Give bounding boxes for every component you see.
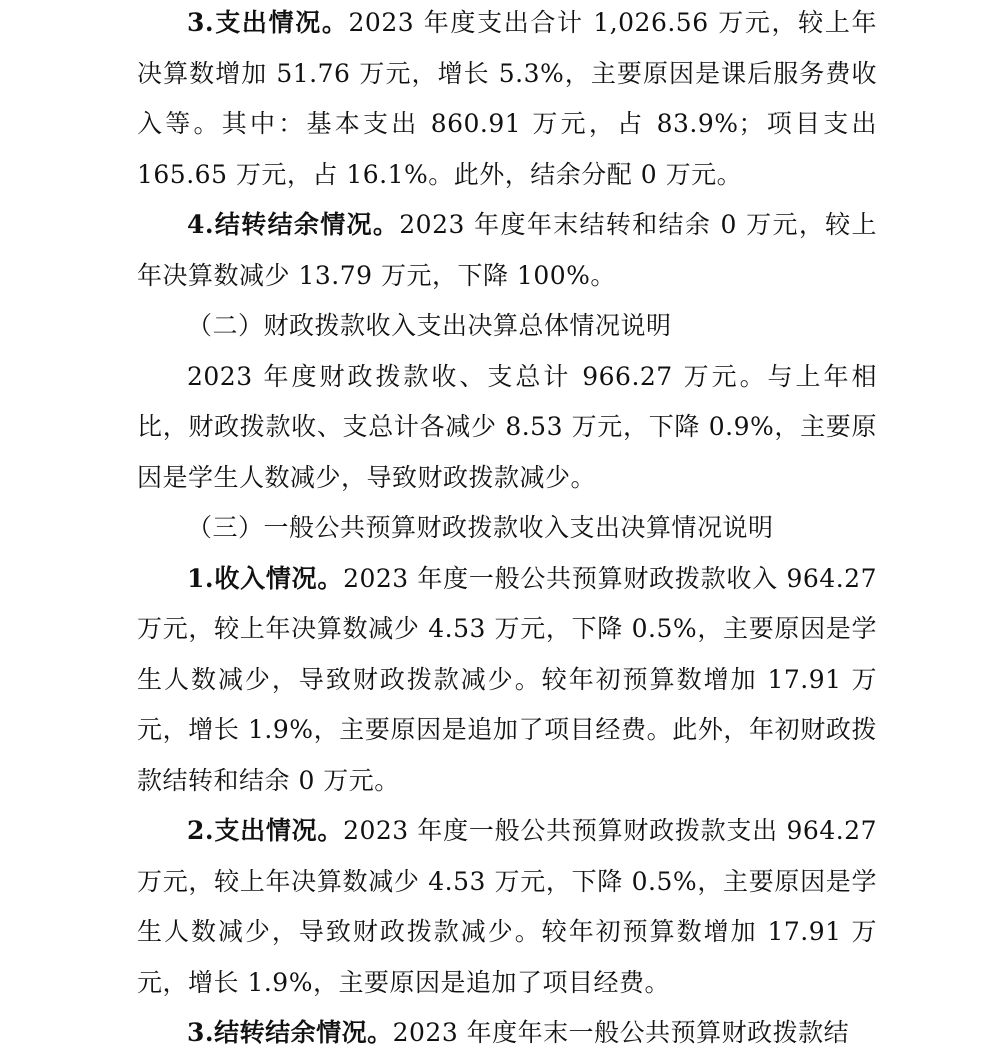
paragraph-general-expenditure-heading: 2.支出情况。 xyxy=(187,816,344,845)
paragraph-general-income xyxy=(137,554,877,807)
section-heading-fiscal-appropriation xyxy=(137,301,877,352)
paragraph-fiscal-total-text: 2023 年度财政拨款收、支总计 966.27 万元。与上年相比，财政拨款收、支总计各减少 8.53 万元，下降 0.9%，主要原因是学生人数减少，导致财政拨款减少。 xyxy=(137,361,877,492)
section-heading-fiscal-appropriation-text: （二）财政拨款收入支出决算总体情况说明 xyxy=(187,311,672,340)
paragraph-general-carryover-text: 2023 年度年末一般公共预算财政拨款结 xyxy=(392,1018,850,1047)
paragraph-general-income-text: 2023 年度一般公共预算财政拨款收入 964.27 万元，较上年决算数减少 4.53 万元，下降 0.5%，主要原因是学生人数减少，导致财政拨款减少。较年初预算数增加 17.91 万元，增长 1.9%，主要原因是追加了项目经费。此外，年初财政拨款结转和结余 0 万元。 xyxy=(137,563,877,795)
section-heading-general-budget-text: （三）一般公共预算财政拨款收入支出决算情况说明 xyxy=(187,513,774,542)
paragraph-general-expenditure-text: 2023 年度一般公共预算财政拨款支出 964.27 万元，较上年决算数减少 4.53 万元，下降 0.5%，主要原因是学生人数减少，导致财政拨款减少。较年初预算数增加 17.91 万元，增长 1.9%，主要原因是追加了项目经费。 xyxy=(137,816,877,997)
paragraph-general-carryover xyxy=(137,1008,877,1059)
paragraph-carryover xyxy=(137,200,877,301)
paragraph-general-expenditure xyxy=(137,806,877,1008)
paragraph-carryover-text: 2023 年度年末结转和结余 0 万元，较上年决算数减少 13.79 万元，下降 100%。 xyxy=(137,210,877,290)
document-body xyxy=(137,0,877,1059)
paragraph-general-carryover-heading: 3.结转结余情况。 xyxy=(187,1018,393,1047)
paragraph-expenditure-text: 2023 年度支出合计 1,026.56 万元，较上年决算数增加 51.76 万元，增长 5.3%，主要原因是课后服务费收入等。其中：基本支出 860.91 万元，占 83.9%；项目支出 165.65 万元，占 16.1%。此外，结余分配 0 万元。 xyxy=(137,8,877,189)
paragraph-expenditure xyxy=(137,0,877,200)
paragraph-carryover-heading: 4.结转结余情况。 xyxy=(187,210,400,239)
paragraph-expenditure-heading: 3.支出情况。 xyxy=(187,8,349,37)
paragraph-general-income-heading: 1.收入情况。 xyxy=(187,563,344,593)
paragraph-fiscal-total xyxy=(137,352,877,504)
section-heading-general-budget xyxy=(137,503,877,554)
